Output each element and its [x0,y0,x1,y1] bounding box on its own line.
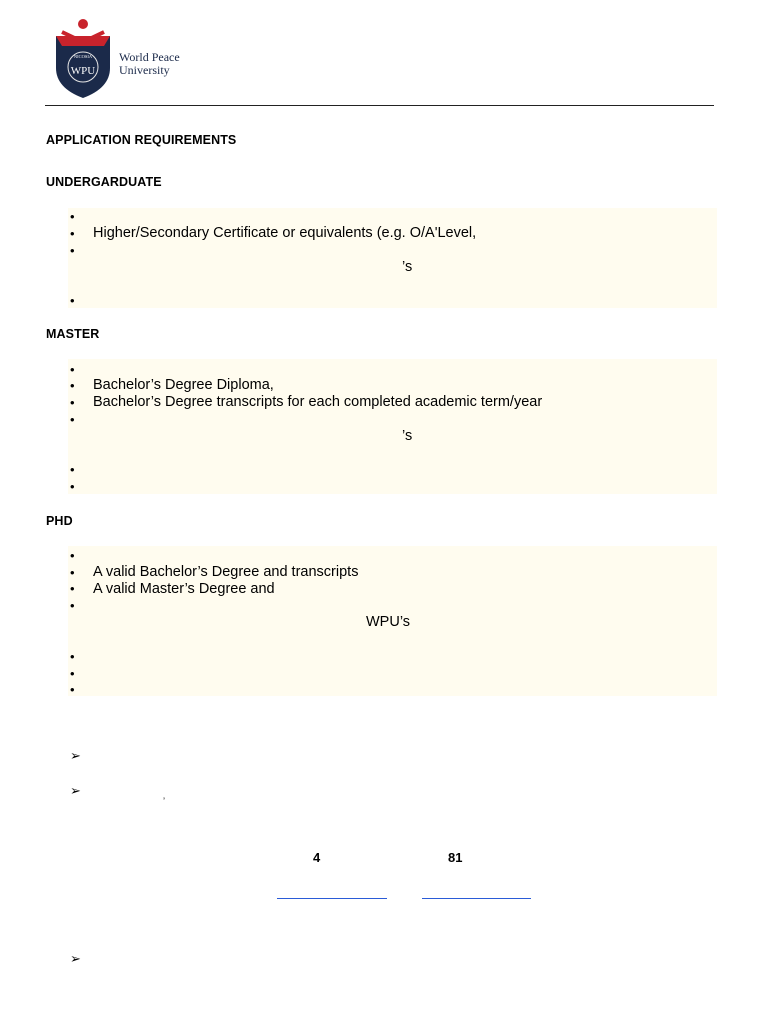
bullet: • [70,395,75,410]
master-item-1: Bachelor’s Degree Diploma, [93,377,274,393]
undergraduate-list-box [68,208,717,308]
bullet: • [70,412,75,427]
university-logo-icon [52,18,114,100]
page-title: APPLICATION REQUIREMENTS [46,133,237,147]
master-heading: MASTER [46,327,100,341]
bullet: • [70,598,75,613]
phd-heading: PHD [46,514,73,528]
bullet: • [70,682,75,697]
bullet: • [70,581,75,596]
bullet: • [70,479,75,494]
bullet: • [70,362,75,377]
bullet: • [70,226,75,241]
undergraduate-item: Higher/Secondary Certificate or equivalents (e.g. O/A'Level, [93,225,477,241]
university-name-line1: World Peace [119,50,180,64]
arrow-bullet-icon: ➢ [70,748,81,763]
number-label-2: 81 [448,850,463,865]
phd-fragment: WPU’s [366,614,411,630]
arrow-bullet-icon: ➢ [70,783,81,798]
phd-item-1: A valid Bachelor’s Degree and transcripts [93,564,359,580]
bullet: • [70,565,75,580]
undergraduate-heading: UNDERGARDUATE [46,175,162,189]
link-underline-2[interactable] [422,898,531,899]
master-item-2: Bachelor’s Degree transcripts for each completed academic term/year [93,394,543,410]
number-label-1: 4 [313,850,321,865]
header-divider [45,105,714,106]
seal-mark: WPU [70,65,96,77]
bullet: • [70,209,75,224]
apostrophe-mark: ’ [163,796,165,806]
bullet: • [70,462,75,477]
university-name-line2: University [119,63,170,77]
master-fragment: ’s [402,428,413,444]
bullet: • [70,666,75,681]
undergraduate-fragment: ’s [402,259,413,275]
bullet: • [70,378,75,393]
phd-item-2: A valid Master’s Degree and [93,581,275,597]
bullet: • [70,548,75,563]
bullet: • [70,243,75,258]
bullet: • [70,649,75,664]
bullet: • [70,293,75,308]
university-name [119,51,180,77]
link-underline-1[interactable] [277,898,387,899]
seal-text: NICOSIA [73,54,93,59]
arrow-bullet-icon: ➢ [70,951,81,966]
